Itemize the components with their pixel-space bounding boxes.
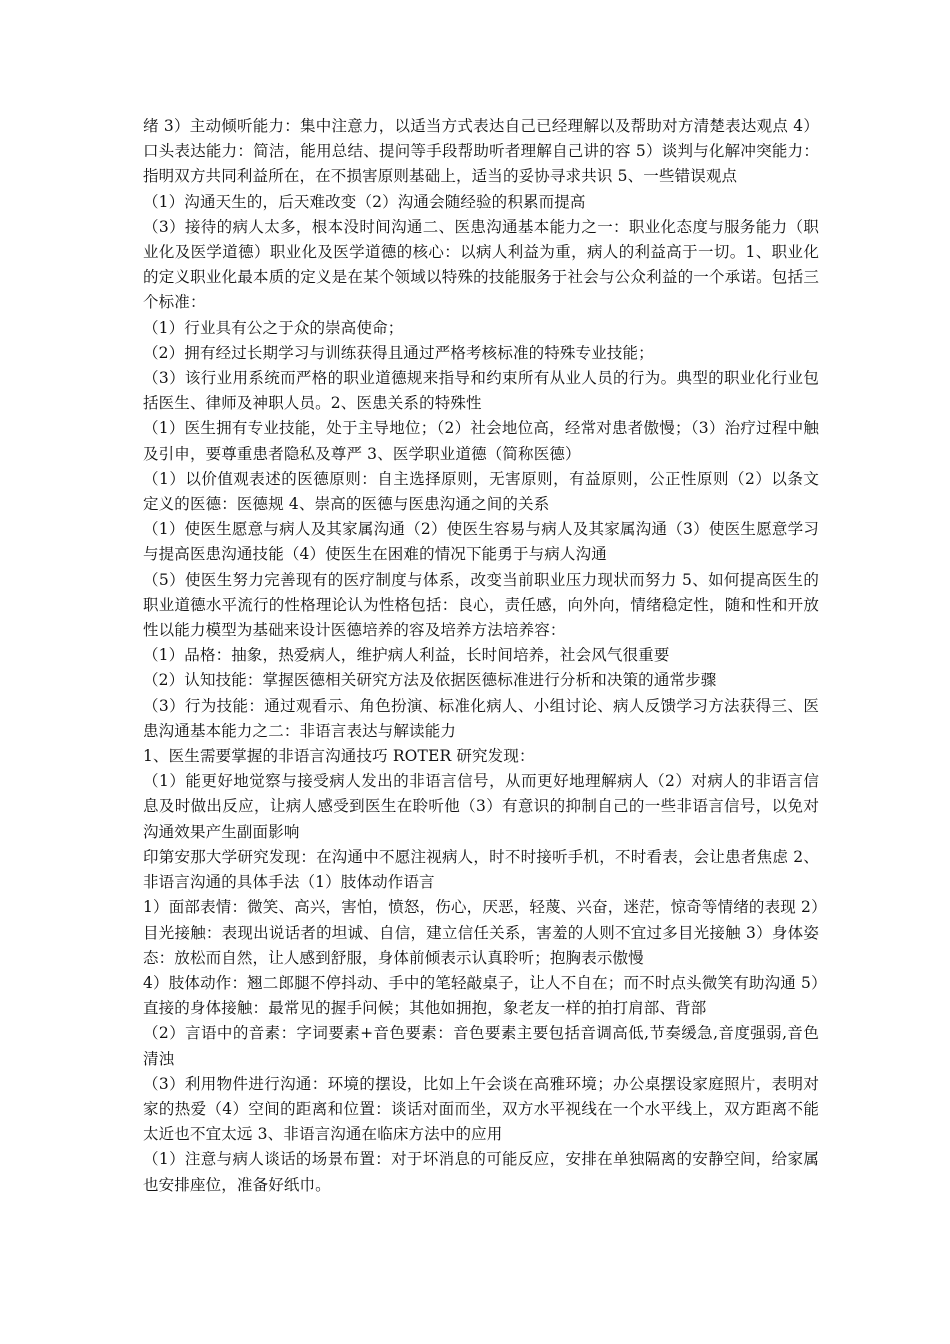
paragraph: （3）该行业用系统而严格的职业道德规来指导和约束所有从业人员的行为。典型的职业化行业包括医生、律师及神职人员。2、医患关系的特殊性 xyxy=(143,369,819,413)
paragraph: 4）肢体动作：翘二郎腿不停抖动、手中的笔轻敲桌子，让人不自在；而不时点头微笑有助沟通 5）直接的身体接触：最常见的握手问候；其他如拥抱，象老友一样的拍打肩部、背部 xyxy=(143,973,819,1018)
paragraph: （1）沟通天生的，后天难改变（2）沟通会随经验的积累而提高 xyxy=(143,192,586,211)
paragraph: 绪 3）主动倾听能力：集中注意力，以适当方式表达自己已经理解以及帮助对方清楚表达观点 4）口头表达能力：简洁，能用总结、提问等手段帮助听者理解自己讲的容 5）谈判与化解冲突能力：指明双方共同利益所在，在不损害原则基础上，适当的妥协寻求共识 5、一些错误观点 xyxy=(143,117,819,186)
paragraph: （1）以价值观表述的医德原则：自主选择原则，无害原则，有益原则，公正性原则（2）以条文定义的医德：医德规 4、崇高的医德与医患沟通之间的关系 xyxy=(143,469,819,514)
paragraph: 1）面部表情：微笑、高兴，害怕，愤怒，伤心，厌恶，轻蔑、兴奋，迷茫，惊奇等情绪的表现 2）目光接触：表现出说话者的坦诚、自信，建立信任关系，害羞的人则不宜过多目光接触 3）身体姿态：放松而自然，让人感到舒服，身体前倾表示认真聆听；抱胸表示傲慢 xyxy=(143,898,819,967)
paragraph: （3）利用物件进行沟通：环境的摆设，比如上午会谈在高雅环境；办公桌摆设家庭照片，表明对家的热爱（4）空间的距离和位置：谈话对面而坐，双方水平视线在一个水平线上，双方距离不能太近也不宜太远 3、非语言沟通在临床方法中的应用 xyxy=(143,1074,819,1144)
paragraph: （3）行为技能：通过观看示、角色扮演、标准化病人、小组讨论、病人反馈学习方法获得三、医患沟通基本能力之二：非语言表达与解读能力 xyxy=(143,696,819,740)
paragraph: （2）拥有经过长期学习与训练获得且通过严格考核标准的特殊专业技能； xyxy=(143,343,654,362)
paragraph: （3）接待的病人太多，根本没时间沟通二、医患沟通基本能力之一：职业化态度与服务能力（职业化及医学道德）职业化及医学道德的核心：以病人利益为重，病人的利益高于一切。1、职业化的定义职业化最本质的定义是在某个领域以特殊的技能服务于社会与公众利益的一个承诺。包括三个标准： xyxy=(143,217,819,312)
paragraph: （2）言语中的音素：字词要素+音色要素：音色要素主要包括音调高低,节奏缓急,音度强弱,音色清浊 xyxy=(143,1024,819,1068)
paragraph: （1）使医生愿意与病人及其家属沟通（2）使医生容易与病人及其家属沟通（3）使医生愿意学习与提高医患沟通技能（4）使医生在困难的情况下能勇于与病人沟通 xyxy=(143,520,819,564)
paragraph: （1）医生拥有专业技能，处于主导地位；（2）社会地位高，经常对患者傲慢；（3）治疗过程中触及引申，要尊重患者隐私及尊严 3、医学职业道德（简称医德） xyxy=(143,419,819,463)
paragraph: （1）能更好地觉察与接受病人发出的非语言信号，从而更好地理解病人（2）对病人的非语言信息及时做出反应，让病人感受到医生在聆听他（3）有意识的抑制自己的一些非语言信号，以免对沟通效果产生副面影响 xyxy=(143,772,819,841)
paragraph: 印第安那大学研究发现：在沟通中不愿注视病人，时不时接听手机，不时看表，会让患者焦虑 2、非语言沟通的具体手法（1）肢体动作语言 xyxy=(143,847,819,892)
paragraph: （5）使医生努力完善现有的医疗制度与体系，改变当前职业压力现状而努力 5、如何提高医生的职业道德水平流行的性格理论认为性格包括：良心，责任感，向外向，情绪稳定性，随和性和开放性以能力模型为基础来设计医德培养的容及培养方法培养容： xyxy=(143,570,819,640)
paragraph: （1）行业具有公之于众的崇高使命； xyxy=(143,318,404,337)
paragraph: 1、医生需要掌握的非语言沟通技巧 ROTER 研究发现： xyxy=(143,747,535,766)
paragraph: （1）注意与病人谈话的场景布置：对于坏消息的可能反应，安排在单独隔离的安静空间，给家属也安排座位，准备好纸巾。 xyxy=(143,1150,819,1194)
paragraph: （2）认知技能：掌握医德相关研究方法及依据医德标准进行分析和决策的通常步骤 xyxy=(143,671,717,690)
document-body xyxy=(143,114,819,1198)
paragraph: （1）品格：抽象，热爱病人，维护病人利益，长时间培养，社会风气很重要 xyxy=(143,646,670,665)
